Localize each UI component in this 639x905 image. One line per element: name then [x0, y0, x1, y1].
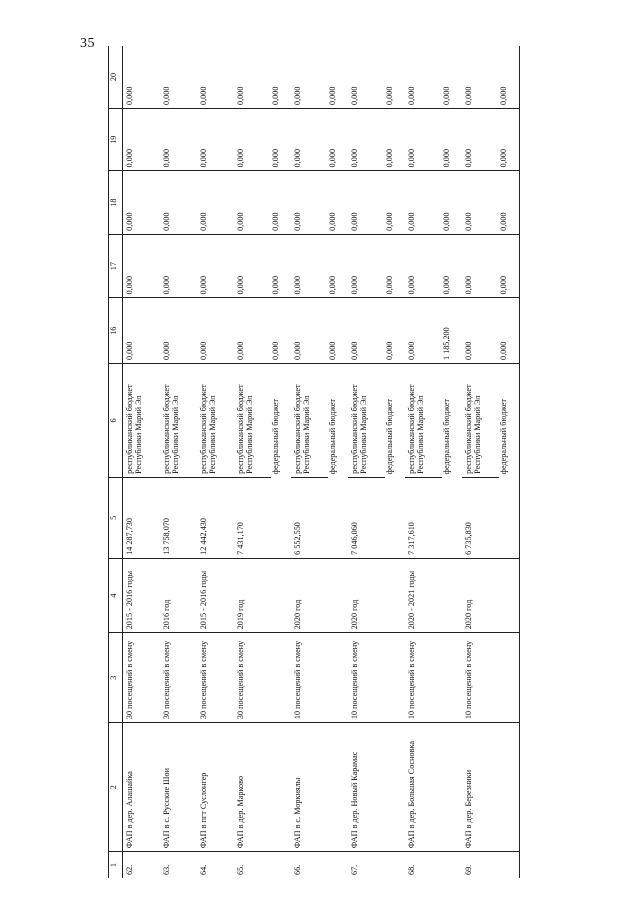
- value-col-20: 0,000: [462, 46, 499, 108]
- value-col-19: 0,000: [328, 108, 348, 170]
- row-number: 63.: [162, 864, 172, 875]
- value-col-19: 0,000: [123, 108, 161, 170]
- header-row: [109, 46, 123, 878]
- funding-source: республиканский бюджет Республики Марий Эл: [160, 364, 197, 478]
- row-number: 66.: [292, 864, 302, 875]
- value-col-19: 0,000: [499, 108, 520, 170]
- value-col-19: 0,000: [405, 108, 442, 170]
- column-header-2: 2: [109, 723, 123, 852]
- value-col-19: 0,000: [291, 108, 328, 170]
- value-col-20: 0,000: [442, 46, 462, 108]
- construction-period: 2020 год: [291, 558, 348, 632]
- column-header-17: 17: [109, 234, 123, 297]
- value-col-16: 0,000: [160, 298, 197, 364]
- estimated-cost: 7 431,170: [234, 477, 291, 558]
- value-col-20: 0,000: [234, 46, 271, 108]
- value-col-19: 0,000: [462, 108, 499, 170]
- construction-period: 2016 год: [160, 558, 197, 632]
- value-col-19: 0,000: [385, 108, 405, 170]
- table-row: [197, 46, 234, 878]
- funding-source: республиканский бюджет Республики Марий Эл: [291, 364, 328, 478]
- funding-source: федеральный бюджет: [498, 399, 508, 475]
- facilities-table: [108, 46, 520, 878]
- row-number: 68.: [406, 864, 416, 875]
- construction-period: 2020 - 2021 годы: [405, 558, 462, 632]
- table-row: [462, 46, 499, 878]
- value-col-20: 0,000: [197, 46, 234, 108]
- value-col-16: 0,000: [385, 298, 405, 364]
- column-header-4: 4: [109, 558, 123, 632]
- capacity: 10 посещений в смену: [462, 633, 520, 723]
- table-row: [405, 46, 442, 878]
- estimated-cost: 7 046,060: [348, 477, 405, 558]
- value-col-18: 0,000: [442, 171, 462, 234]
- capacity: 30 посещений в смену: [160, 633, 197, 723]
- value-col-17: 0,000: [197, 234, 234, 297]
- column-header-5: 5: [109, 477, 123, 558]
- row-number: 67.: [349, 864, 359, 875]
- table-row: [160, 46, 197, 878]
- funding-source: республиканский бюджет Республики Марий Эл: [348, 364, 385, 478]
- capacity: 10 посещений в смену: [405, 633, 462, 723]
- column-header-19: 19: [109, 108, 123, 170]
- estimated-cost: 7 317,610: [405, 477, 462, 558]
- column-header-18: 18: [109, 171, 123, 234]
- value-col-20: 0,000: [385, 46, 405, 108]
- funding-source: республиканский бюджет Республики Марий Эл: [197, 364, 234, 478]
- value-col-20: 0,000: [160, 46, 197, 108]
- row-number: 65.: [236, 864, 245, 875]
- construction-period: 2020 год: [348, 558, 405, 632]
- value-col-20: 0,000: [499, 46, 520, 108]
- funding-source: республиканский бюджет Республики Марий Эл: [462, 364, 499, 478]
- funding-source: федеральный бюджет: [270, 399, 280, 475]
- value-col-18: 0,000: [197, 171, 234, 234]
- row-number: 64.: [199, 864, 209, 875]
- facility-name: ФАП в дер. Марково: [234, 723, 291, 852]
- construction-period: 2015 - 2016 годы: [197, 558, 234, 632]
- value-col-20: 0,000: [123, 46, 161, 108]
- value-col-17: 0,000: [328, 234, 348, 297]
- value-col-17: 0,000: [123, 234, 161, 297]
- value-col-17: 0,000: [271, 234, 291, 297]
- column-header-20: 20: [109, 46, 123, 108]
- value-col-17: 0,000: [442, 234, 462, 297]
- value-col-20: 0,000: [348, 46, 385, 108]
- value-col-17: 0,000: [462, 234, 499, 297]
- value-col-19: 0,000: [160, 108, 197, 170]
- capacity: 30 посещений в смену: [123, 633, 161, 723]
- value-col-17: 0,000: [348, 234, 385, 297]
- funding-source: республиканский бюджет Республики Марий Эл: [123, 364, 161, 478]
- value-col-16: 0,000: [271, 298, 291, 364]
- value-col-18: 0,000: [385, 171, 405, 234]
- value-col-16: 0,000: [197, 298, 234, 364]
- facility-name: ФАП в дер. Березники: [462, 723, 520, 852]
- capacity: 30 посещений в смену: [197, 633, 234, 723]
- table-row: [123, 46, 161, 878]
- column-header-1: 1: [109, 852, 123, 878]
- value-col-16: 0,000: [328, 298, 348, 364]
- rotated-table-container: [108, 46, 520, 878]
- funding-source: федеральный бюджет: [384, 399, 394, 475]
- funding-source: федеральный бюджет: [441, 399, 451, 475]
- capacity: 10 посещений в смену: [291, 633, 348, 723]
- facility-name: ФАП в дер. Большая Сосновка: [405, 723, 462, 852]
- value-col-19: 0,000: [271, 108, 291, 170]
- value-col-19: 0,000: [348, 108, 385, 170]
- construction-period: 2020 год: [462, 558, 520, 632]
- page-number: 35: [80, 36, 95, 51]
- value-col-16: 0,000: [499, 298, 520, 364]
- value-col-18: 0,000: [405, 171, 442, 234]
- value-col-20: 0,000: [405, 46, 442, 108]
- facility-name: ФАП в с. Моркиялы: [291, 723, 348, 852]
- facility-name: ФАП в пгт Суслонгер: [197, 723, 234, 852]
- value-col-18: 0,000: [271, 171, 291, 234]
- value-col-17: 0,000: [499, 234, 520, 297]
- funding-source: республиканский бюджет Республики Марий Эл: [405, 364, 442, 478]
- value-col-18: 0,000: [160, 171, 197, 234]
- value-col-19: 0,000: [197, 108, 234, 170]
- facility-name: ФАП в с. Русские Шои: [160, 723, 197, 852]
- facility-name: ФАП в дер. Новый Карамас: [348, 723, 405, 852]
- table-row: [348, 46, 385, 878]
- value-col-19: 0,000: [234, 108, 271, 170]
- table-row: [291, 46, 328, 878]
- funding-source: республиканский бюджет Республики Марий Эл: [234, 364, 271, 478]
- value-col-18: 0,000: [234, 171, 271, 234]
- value-col-16: 0,000: [348, 298, 385, 364]
- value-col-17: 0,000: [234, 234, 271, 297]
- value-col-16: 0,000: [405, 298, 442, 364]
- column-header-3: 3: [109, 633, 123, 723]
- construction-period: 2015 - 2016 годы: [123, 558, 161, 632]
- value-col-16: 1 185,200: [442, 298, 462, 364]
- row-number: 62.: [125, 864, 134, 875]
- capacity: 10 посещений в смену: [348, 633, 405, 723]
- value-col-16: 0,000: [234, 298, 271, 364]
- estimated-cost: 12 442,430: [197, 477, 234, 558]
- column-header-6: 6: [109, 364, 123, 478]
- funding-source: федеральный бюджет: [327, 399, 337, 475]
- capacity: 30 посещений в смену: [234, 633, 291, 723]
- estimated-cost: 6 735,830: [462, 477, 520, 558]
- value-col-16: 0,000: [123, 298, 161, 364]
- value-col-18: 0,000: [123, 171, 161, 234]
- column-header-16: 16: [109, 298, 123, 364]
- value-col-17: 0,000: [291, 234, 328, 297]
- value-col-20: 0,000: [328, 46, 348, 108]
- value-col-18: 0,000: [499, 171, 520, 234]
- table-body: [123, 46, 520, 878]
- estimated-cost: 14 287,730: [123, 477, 161, 558]
- value-col-20: 0,000: [291, 46, 328, 108]
- table-row: [234, 46, 271, 878]
- value-col-18: 0,000: [462, 171, 499, 234]
- value-col-20: 0,000: [271, 46, 291, 108]
- value-col-16: 0,000: [291, 298, 328, 364]
- value-col-19: 0,000: [442, 108, 462, 170]
- value-col-17: 0,000: [385, 234, 405, 297]
- facility-name: ФАП в дер. Алашайка: [123, 723, 161, 852]
- estimated-cost: 6 552,550: [291, 477, 348, 558]
- value-col-18: 0,000: [348, 171, 385, 234]
- value-col-18: 0,000: [291, 171, 328, 234]
- value-col-17: 0,000: [160, 234, 197, 297]
- construction-period: 2019 год: [234, 558, 291, 632]
- row-number: 69.: [463, 864, 473, 875]
- value-col-16: 0,000: [462, 298, 499, 364]
- estimated-cost: 13 758,070: [160, 477, 197, 558]
- value-col-18: 0,000: [328, 171, 348, 234]
- value-col-17: 0,000: [405, 234, 442, 297]
